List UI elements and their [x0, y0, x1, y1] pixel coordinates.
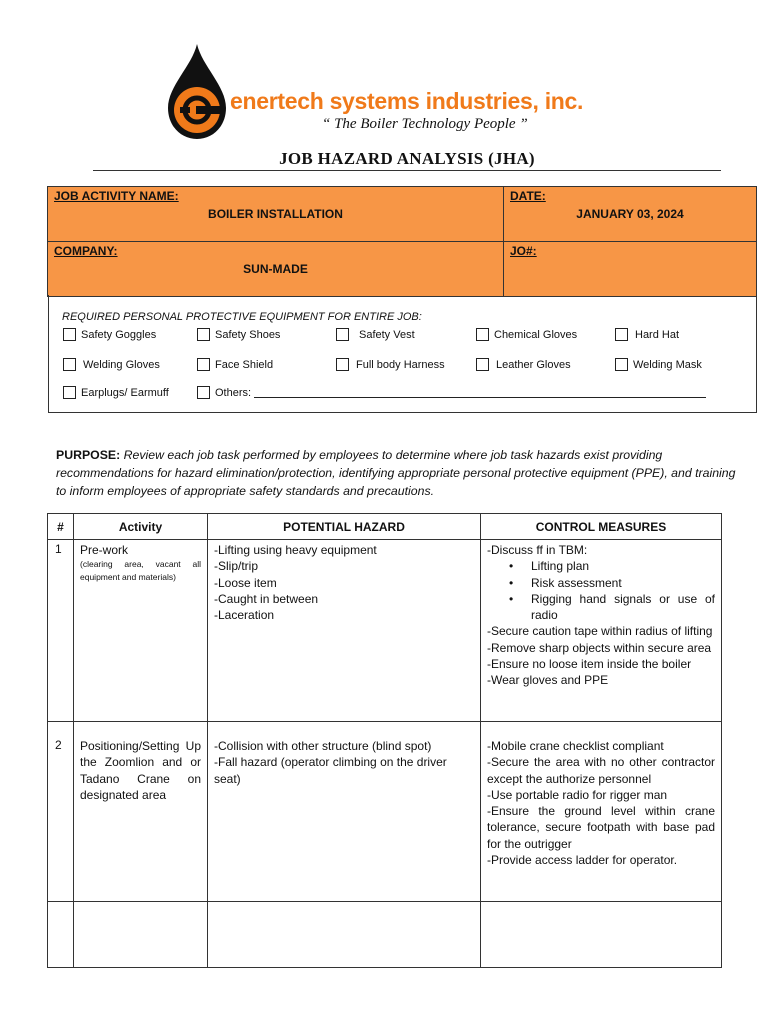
jo-cell [504, 242, 757, 297]
company-value: SUN-MADE [243, 262, 308, 276]
checkbox-icon[interactable] [63, 328, 76, 341]
table-row [48, 722, 722, 902]
row-number [48, 902, 74, 968]
ppe-section [48, 295, 757, 413]
company-name: enertech systems industries, inc. [230, 88, 584, 114]
title-divider [93, 170, 721, 171]
company-label: COMPANY: [54, 244, 118, 258]
activity-value: BOILER INSTALLATION [208, 207, 343, 221]
company-logo [166, 44, 646, 144]
ppe-leather-gloves[interactable]: Leather Gloves [476, 358, 571, 371]
document-title: JOB HAZARD ANALYSIS (JHA) [279, 149, 535, 168]
table-row [48, 902, 722, 968]
hazard-cell: -Collision with other structure (blind spot) -Fall hazard (operator climbing on the driver seat) [208, 722, 481, 902]
ppe-hard-hat[interactable]: Hard Hat [615, 328, 679, 341]
checkbox-icon[interactable] [615, 328, 628, 341]
activity-note: (clearing area, vacant all equipment and materials) [80, 559, 201, 583]
ppe-face-shield[interactable]: Face Shield [197, 358, 273, 371]
ppe-welding-gloves[interactable]: Welding Gloves [63, 358, 160, 371]
list-item: • Risk assessment [487, 575, 715, 591]
others-input-line[interactable] [254, 387, 706, 398]
ppe-others[interactable]: Others: [197, 386, 706, 399]
purpose-paragraph [56, 446, 740, 500]
activity-cell [48, 187, 504, 242]
company-cell [48, 242, 504, 297]
checkbox-icon[interactable] [476, 358, 489, 371]
control-cell: -Mobile crane checklist compliant -Secure the area with no other contractor except the authorize personnel -Use portable radio for rigger man -Ensure the ground level within crane tolerance, secure footpath with base pad for the outrigger -Provide access ladder for operator. [481, 722, 722, 902]
jha-table [47, 513, 722, 968]
checkbox-icon[interactable] [197, 328, 210, 341]
list-item: • Lifting plan [487, 558, 715, 574]
checkbox-icon[interactable] [63, 358, 76, 371]
row-number: 2 [48, 722, 74, 902]
purpose-text: Review each job task performed by employees to determine where job task hazards exist providing recommendations for hazard elimination/protection, identifying appropriate personal protective equipment (PPE), and training to inform employees of appropriate safety standards and precautions. [56, 448, 736, 498]
column-header: Activity [74, 514, 208, 540]
list-item: • Rigging hand signals or use of radio [487, 591, 715, 624]
control-cell: -Discuss ff in TBM: • Lifting plan • Risk assessment • Rigging hand signals or use of radio -Secure caution tape within radius of lifting -Remove sharp objects within secure area -Ensure no loose item inside the boiler -Wear gloves and PPE [481, 540, 722, 722]
activity-cell: Pre-work (clearing area, vacant all equipment and materials) [74, 540, 208, 722]
date-label: DATE: [510, 189, 546, 203]
company-tagline: “ The Boiler Technology People ” [322, 116, 528, 132]
ppe-earplugs-earmuff[interactable]: Earplugs/ Earmuff [63, 386, 169, 399]
activity-label: JOB ACTIVITY NAME: [54, 189, 179, 203]
checkbox-icon[interactable] [63, 386, 76, 399]
ppe-safety-vest[interactable]: Safety Vest [336, 328, 415, 341]
date-value: JANUARY 03, 2024 [576, 207, 684, 221]
table-row [48, 540, 722, 722]
ppe-welding-mask[interactable]: Welding Mask [615, 358, 702, 371]
checkbox-icon[interactable] [615, 358, 628, 371]
checkbox-icon[interactable] [197, 358, 210, 371]
column-header: # [48, 514, 74, 540]
purpose-label: PURPOSE: [56, 448, 121, 462]
hazard-cell: -Lifting using heavy equipment -Slip/trip -Loose item -Caught in between -Laceration [208, 540, 481, 722]
activity-cell: Positioning/Setting Up the Zoomlion and or Tadano Crane on designated area [74, 722, 208, 902]
date-cell [504, 187, 757, 242]
boiler-drop-logo-icon [166, 44, 228, 140]
ppe-full-body-harness[interactable]: Full body Harness [336, 358, 445, 371]
checkbox-icon[interactable] [336, 328, 349, 341]
activity-cell [74, 902, 208, 968]
column-header: CONTROL MEASURES [481, 514, 722, 540]
ppe-safety-shoes[interactable]: Safety Shoes [197, 328, 280, 341]
checkbox-icon[interactable] [197, 386, 210, 399]
ppe-heading: REQUIRED PERSONAL PROTECTIVE EQUIPMENT FOR ENTIRE JOB: [62, 311, 422, 323]
ppe-chemical-gloves[interactable]: Chemical Gloves [476, 328, 577, 341]
job-info-table [47, 186, 757, 297]
table-header-row [48, 514, 722, 540]
control-cell [481, 902, 722, 968]
checkbox-icon[interactable] [336, 358, 349, 371]
ppe-safety-goggles[interactable]: Safety Goggles [63, 328, 156, 341]
hazard-cell [208, 902, 481, 968]
column-header: POTENTIAL HAZARD [208, 514, 481, 540]
jo-label: JO#: [510, 244, 537, 258]
row-number: 1 [48, 540, 74, 722]
checkbox-icon[interactable] [476, 328, 489, 341]
